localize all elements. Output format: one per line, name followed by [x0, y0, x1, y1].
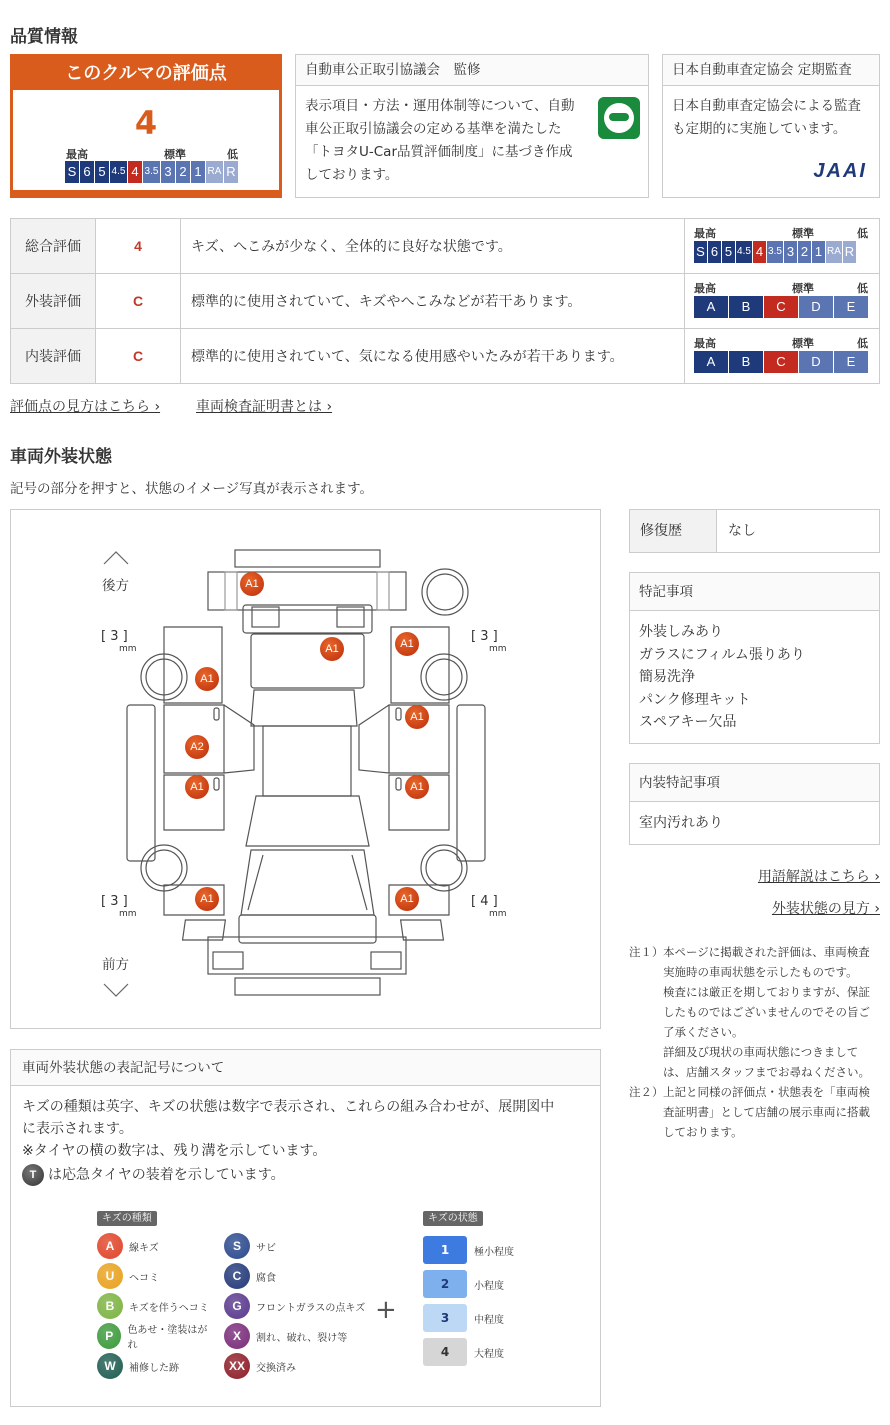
scale-cell: R: [843, 241, 856, 263]
scale-cell: 5: [722, 241, 735, 263]
interior-notes-title: 内装特記事項: [630, 764, 879, 802]
damage-marker[interactable]: A1: [405, 705, 429, 729]
supervision-box: [295, 54, 649, 198]
damage-level-badge: 4: [423, 1338, 467, 1366]
scale-cell: 3.5: [143, 161, 160, 183]
damage-marker[interactable]: A1: [405, 775, 429, 799]
scale-cell: 1: [812, 241, 825, 263]
scale-cell: 3: [784, 241, 797, 263]
damage-type-badge: B: [97, 1293, 123, 1319]
note-item: 検査には厳正を期しておりますが、保証: [663, 985, 870, 999]
scale-cell: 4.5: [110, 161, 127, 183]
evaluation-desc: 標準的に使用されていて、気になる使用感やいたみが若干あります。: [181, 329, 685, 384]
evaluation-scale: 最高 標準 低 S 6 5 4.5 4 3.5 3 2 1 RA R: [685, 219, 880, 274]
scale-cell: S: [694, 241, 707, 263]
scale-cell: D: [799, 351, 833, 373]
interior-notes: [629, 763, 880, 845]
damage-type-badge: S: [224, 1233, 250, 1259]
scale-cell: 2: [176, 161, 190, 183]
damage-level-item: 4 大程度: [423, 1335, 514, 1369]
damage-level-item: 3 中程度: [423, 1301, 514, 1335]
note-item: 詳細及び現状の車両状態につきまして: [663, 1045, 859, 1059]
legend-line: に表示されます。: [22, 1121, 133, 1137]
damage-level-item: 2 小程度: [423, 1267, 514, 1301]
scale-cell: A: [694, 351, 728, 373]
scale-cell: R: [224, 161, 238, 183]
scale-cell: B: [729, 351, 763, 373]
damage-type-item: C 腐食: [224, 1261, 365, 1291]
exterior-diagram: [10, 509, 601, 1029]
score-box: [10, 54, 282, 198]
damage-type-badge: A: [97, 1233, 123, 1259]
certificate-link[interactable]: 車両検査証明書とは ›: [196, 399, 333, 415]
repair-history: 修復歴 なし: [629, 509, 880, 553]
scale-cell: 3.5: [767, 241, 783, 263]
evaluation-scale: 最高 標準 低 A B C D E: [685, 329, 880, 384]
damage-type-badge: X: [224, 1323, 250, 1349]
audit-box: [662, 54, 880, 198]
glossary-link[interactable]: 用語解説はこちら ›: [757, 869, 880, 885]
scale-cell: A: [694, 296, 728, 318]
car-outline: [11, 510, 602, 1030]
damage-type-item: XX 交換済み: [224, 1351, 365, 1381]
legend-line: キズの種類は英字、キズの状態は数字で表示され、これらの組み合わせが、展開図中: [22, 1099, 555, 1115]
scale-std-label: 標準: [164, 148, 186, 161]
damage-type-item: B キズを伴うヘコミ: [97, 1291, 212, 1321]
evaluation-desc: 標準的に使用されていて、キズやへこみなどが若干あります。: [181, 274, 685, 329]
scale-cell: S: [65, 161, 79, 183]
special-notes: [629, 572, 880, 744]
evaluation-desc: キズ、へこみが少なく、全体的に良好な状態です。: [181, 219, 685, 274]
scale-cell: 6: [80, 161, 94, 183]
supervision-title: 自動車公正取引協議会 監修: [296, 55, 648, 86]
evaluation-row: [11, 329, 880, 384]
legend-line: T は応急タイヤの装着を示しています。: [22, 1164, 589, 1186]
damage-type-item: W 補修した跡: [97, 1351, 212, 1381]
disclaimer-notes: 注１） 本ページに掲載された評価は、車両検査 実施時の車両状態を示したものです。 検査には厳正を期しておりますが、保証 したものではございませんのでその旨ご 了承ください。 詳細及び現状の車両状態につきまして は、店舗スタッフまでお尋ねください。 注２） 上記と同様の評価点・状態表を「車両検 査証明書」として店舗の展示車両に搭載 しております。: [629, 942, 880, 1142]
evaluation-grade: C: [96, 329, 181, 384]
damage-types-title: キズの種類: [97, 1211, 157, 1226]
spare-tire-icon: T: [22, 1164, 44, 1186]
damage-type-item: P 色あせ・塗装はがれ: [97, 1321, 212, 1351]
damage-type-badge: XX: [224, 1353, 250, 1379]
supervision-text: 表示項目・方法・運用体制等について、自動車公正取引協議会の定める基準を満たした「トヨタU-Car品質評価制度」に基づき作成しております。: [305, 98, 575, 183]
scale-cell: D: [799, 296, 833, 318]
damage-type-item: U ヘコミ: [97, 1261, 212, 1291]
scale-cell: RA: [206, 161, 223, 183]
damage-level-item: 1 極小程度: [423, 1233, 514, 1267]
evaluation-scale: 最高 標準 低 A B C D E: [685, 274, 880, 329]
note-item: しております。: [663, 1125, 743, 1139]
damage-type-badge: P: [97, 1323, 121, 1349]
evaluation-label: 総合評価: [11, 219, 96, 274]
score-guide-link[interactable]: 評価点の見方はこちら ›: [10, 399, 161, 415]
note-item: は、店舗スタッフまでお尋ねください。: [663, 1065, 870, 1079]
scale-cell: 4: [128, 161, 142, 183]
damage-type-item: G フロントガラスの点キズ: [224, 1291, 365, 1321]
note-item: 外装しみあり: [639, 624, 723, 640]
tread-front-left: [ 3 ] mm: [101, 894, 137, 919]
jaai-logo: JAAI: [813, 160, 867, 182]
damage-marker[interactable]: A1: [195, 887, 219, 911]
damage-type-badge: U: [97, 1263, 123, 1289]
score-box-title: このクルマの評価点: [65, 63, 227, 84]
section-title-exterior: 車両外装状態: [10, 447, 112, 467]
note-item: したものではございませんのでその旨ご: [663, 1005, 870, 1019]
damage-level-badge: 1: [423, 1236, 467, 1264]
damage-level-badge: 2: [423, 1270, 467, 1298]
damage-type-badge: C: [224, 1263, 250, 1289]
audit-text: 日本自動車査定協会による監査も定期的に実施しています。: [672, 98, 861, 137]
scale-cell: 3: [161, 161, 175, 183]
scale-low-label: 低: [227, 148, 238, 161]
legend-line: ※タイヤの横の数字は、残り溝を示しています。: [22, 1143, 327, 1159]
scale-cell: 6: [708, 241, 721, 263]
scale-cell: 5: [95, 161, 109, 183]
note-item: 了承ください。: [663, 1025, 744, 1039]
legend-title: 車両外装状態の表記記号について: [11, 1050, 600, 1086]
damage-types: [97, 1209, 365, 1381]
tread-front-right: [ 4 ] mm: [471, 894, 507, 919]
evaluation-label: 外装評価: [11, 274, 96, 329]
damage-marker[interactable]: A1: [195, 667, 219, 691]
damage-level-badge: 3: [423, 1304, 467, 1332]
special-notes-title: 特記事項: [630, 573, 879, 611]
damage-type-item: S サビ: [224, 1231, 365, 1261]
note-item: 上記と同様の評価点・状態表を「車両検: [663, 1085, 870, 1099]
note-item: 本ページに掲載された評価は、車両検査: [663, 945, 870, 959]
tread-rear-left: [ 3 ] mm: [101, 629, 137, 654]
evaluation-grade: 4: [96, 219, 181, 274]
exterior-guide-link[interactable]: 外装状態の見方 ›: [771, 901, 880, 917]
damage-type-badge: W: [97, 1353, 123, 1379]
damage-marker[interactable]: A2: [185, 735, 209, 759]
damage-marker[interactable]: A1: [320, 637, 344, 661]
damage-type-item: X 割れ、破れ、裂け等: [224, 1321, 365, 1351]
exterior-subtitle: 記号の部分を押すと、状態のイメージ写真が表示されます。: [10, 481, 374, 497]
evaluation-table: [10, 218, 880, 384]
note-item: 実施時の車両状態を示したものです。: [663, 965, 858, 979]
scale-high-label: 最高: [66, 148, 88, 161]
overall-score: 4: [134, 104, 158, 142]
damage-levels: [423, 1209, 514, 1369]
damage-levels-title: キズの状態: [423, 1211, 483, 1226]
evaluation-row: [11, 274, 880, 329]
scale-cell: 4.5: [736, 241, 752, 263]
scale-cell: RA: [826, 241, 842, 263]
scale-cell: 1: [191, 161, 205, 183]
scale-cell: 4: [753, 241, 766, 263]
scale-cell: E: [834, 351, 868, 373]
evaluation-row: [11, 219, 880, 274]
scale-cell: B: [729, 296, 763, 318]
note-item: スペアキー欠品: [639, 714, 737, 730]
evaluation-grade: C: [96, 274, 181, 329]
scale-cell: C: [764, 296, 798, 318]
rear-label: 後方: [102, 578, 129, 594]
damage-marker[interactable]: A1: [395, 887, 419, 911]
fair-trade-logo-icon: [598, 97, 640, 139]
damage-type-item: A 線キズ: [97, 1231, 212, 1261]
scale-cell: E: [834, 296, 868, 318]
note-item: 簡易洗浄: [639, 669, 695, 685]
note-item: ガラスにフィルム張りあり: [639, 646, 805, 663]
damage-marker[interactable]: A1: [185, 775, 209, 799]
damage-marker[interactable]: A1: [395, 632, 419, 656]
note-item: パンク修理キット: [639, 691, 751, 708]
damage-marker[interactable]: A1: [240, 572, 264, 596]
note-item: 査証明書」として店舗の展示車両に搭載: [663, 1105, 870, 1119]
score-scale: [65, 161, 238, 183]
scale-cell: 2: [798, 241, 811, 263]
audit-title: 日本自動車査定協会 定期監査: [663, 55, 879, 86]
evaluation-label: 内装評価: [11, 329, 96, 384]
damage-type-badge: G: [224, 1293, 250, 1319]
scale-cell: C: [764, 351, 798, 373]
note-item: 室内汚れあり: [639, 815, 723, 831]
section-title-quality: 品質情報: [10, 27, 78, 47]
legend-box: [10, 1049, 601, 1407]
front-label: 前方: [102, 957, 129, 973]
tread-rear-right: [ 3 ] mm: [471, 629, 507, 654]
plus-icon: +: [375, 1295, 397, 1325]
